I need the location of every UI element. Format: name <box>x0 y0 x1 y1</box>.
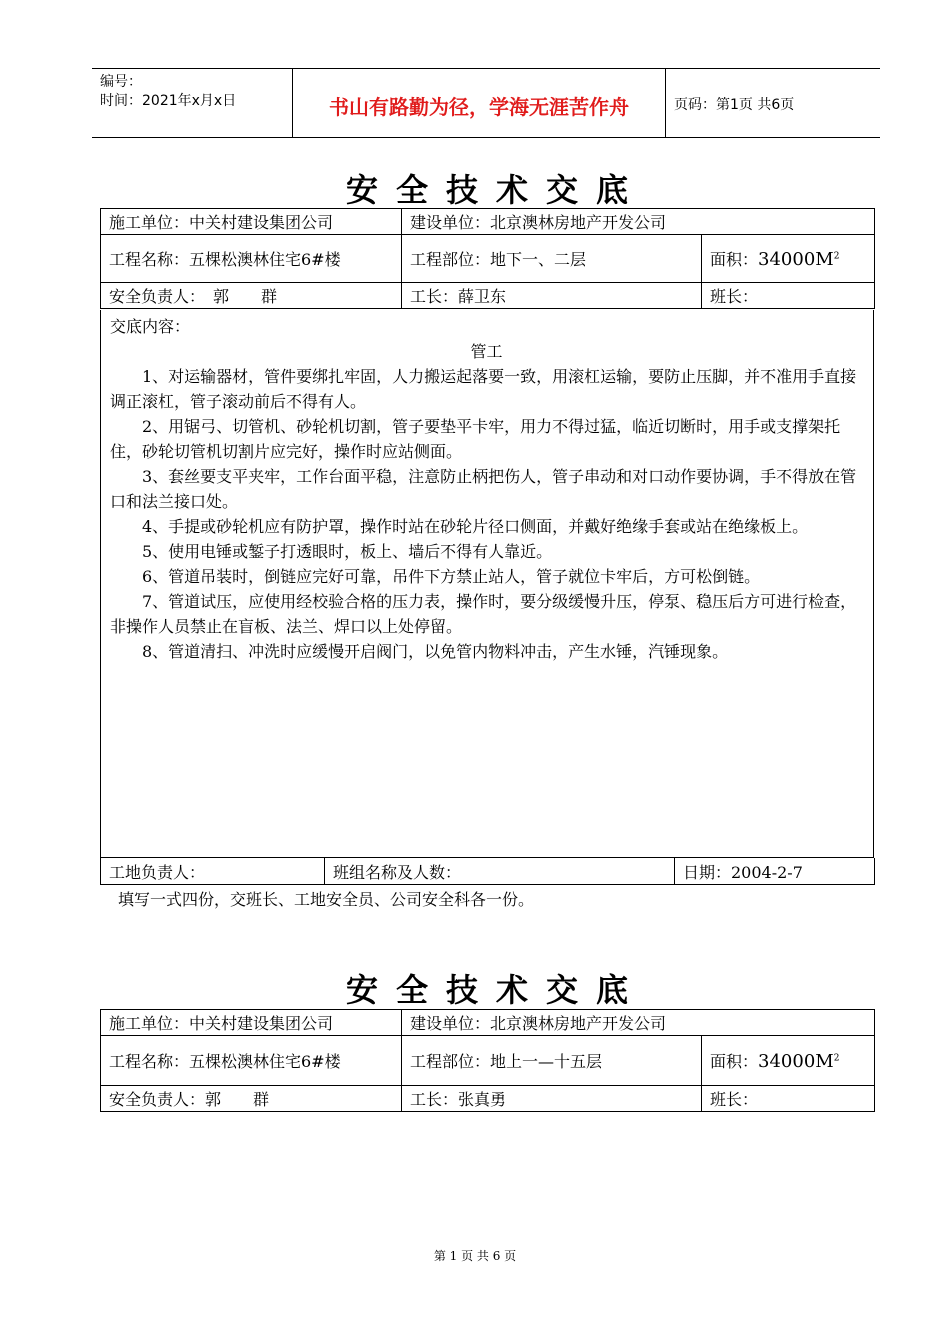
project-name: 工程名称：五棵松澳林住宅6#楼 <box>101 235 402 283</box>
content-item: 3、套丝要支平夹牢，工作台面平稳，注意防止柄把伤人，管子串动和对口动作要协调，手不得放在管口和法兰接口处。 <box>110 467 857 511</box>
doc2-info-table <box>100 1009 875 1112</box>
content-item: 4、手提或砂轮机应有防护罩，操作时站在砂轮片径口侧面，并戴好绝缘手套或站在绝缘板上。 <box>142 517 809 536</box>
header-page-label: 页码：第1页 共6页 <box>674 97 795 113</box>
number-label: 编号： <box>100 74 142 90</box>
date-label: 时间：2021年x月x日 <box>100 93 237 109</box>
doc-date: 日期：2004-2-7 <box>675 858 875 885</box>
doc2-title: 安全技术交底 <box>345 971 646 1009</box>
team-lead: 班长： <box>702 283 875 309</box>
content-item: 2、用锯弓、切管机、砂轮机切割，管子要垫平卡牢，用力不得过猛，临近切断时，用手或支撑架托住，砂轮切管机切割片应完好，操作时应站侧面。 <box>110 417 841 461</box>
content-item: 8、管道清扫、冲洗时应缓慢开启阀门，以免管内物料冲击，产生水锤，汽锤现象。 <box>142 642 729 661</box>
team-info: 班组名称及人数： <box>325 858 675 885</box>
area-sup: 2 <box>833 1053 840 1064</box>
copies-note: 填写一式四份，交班长、工地安全员、公司安全科各一份。 <box>118 890 535 909</box>
content-heading: 管工 <box>470 342 503 361</box>
area-sup: 2 <box>833 251 840 262</box>
content-item: 1、对运输器材，管件要绑扎牢固，人力搬运起落要一致，用滚杠运输，要防止压脚，并不准用手直接调正滚杠，管子滚动前后不得有人。 <box>110 367 857 411</box>
construction-unit: 施工单位：中关村建设集团公司 <box>101 1010 402 1036</box>
content-item: 6、管道吊装时，倒链应完好可靠，吊件下方禁止站人，管子就位卡牢后，方可松倒链。 <box>142 567 761 586</box>
area-cell <box>702 1036 875 1086</box>
construction-unit: 施工单位：中关村建设集团公司 <box>101 209 402 235</box>
builder-unit: 建设单位：北京澳林房地产开发公司 <box>402 1010 875 1036</box>
doc1-info-table <box>100 208 875 309</box>
page-number: 第 1 页 共 6 页 <box>433 1249 517 1263</box>
content-label: 交底内容： <box>110 317 191 336</box>
doc1-content <box>100 310 874 858</box>
foreman: 工长：张真勇 <box>402 1086 702 1112</box>
doc1-title: 安全技术交底 <box>345 171 646 209</box>
area-label: 面积： <box>710 1052 759 1071</box>
content-item: 5、使用电锤或錾子打透眼时，板上、墙后不得有人靠近。 <box>142 542 553 561</box>
builder-unit: 建设单位：北京澳林房地产开发公司 <box>402 209 875 235</box>
site-lead: 工地负责人： <box>101 858 325 885</box>
content-item: 7、管道试压，应使用经校验合格的压力表，操作时，要分级缓慢升压，停泵、稳压后方可进行检查，非操作人员禁止在盲板、法兰、焊口以上处停留。 <box>110 592 857 636</box>
header-motto: 书山有路勤为径，学海无涯苦作舟 <box>329 95 629 119</box>
team-lead: 班长： <box>702 1086 875 1112</box>
safety-lead: 安全负责人：郭 群 <box>101 1086 402 1112</box>
doc1-footer-table <box>100 858 875 885</box>
area-label: 面积： <box>710 250 759 269</box>
project-name: 工程名称：五棵松澳林住宅6#楼 <box>101 1036 402 1086</box>
area-value: 34000M <box>758 249 834 270</box>
foreman: 工长：薛卫东 <box>402 283 702 309</box>
header-meta <box>100 73 236 111</box>
area-cell <box>702 235 875 283</box>
project-part: 工程部位：地上一—十五层 <box>402 1036 702 1086</box>
project-part: 工程部位：地下一、二层 <box>402 235 702 283</box>
area-value: 34000M <box>758 1051 834 1072</box>
safety-lead: 安全负责人： 郭 群 <box>101 283 402 309</box>
